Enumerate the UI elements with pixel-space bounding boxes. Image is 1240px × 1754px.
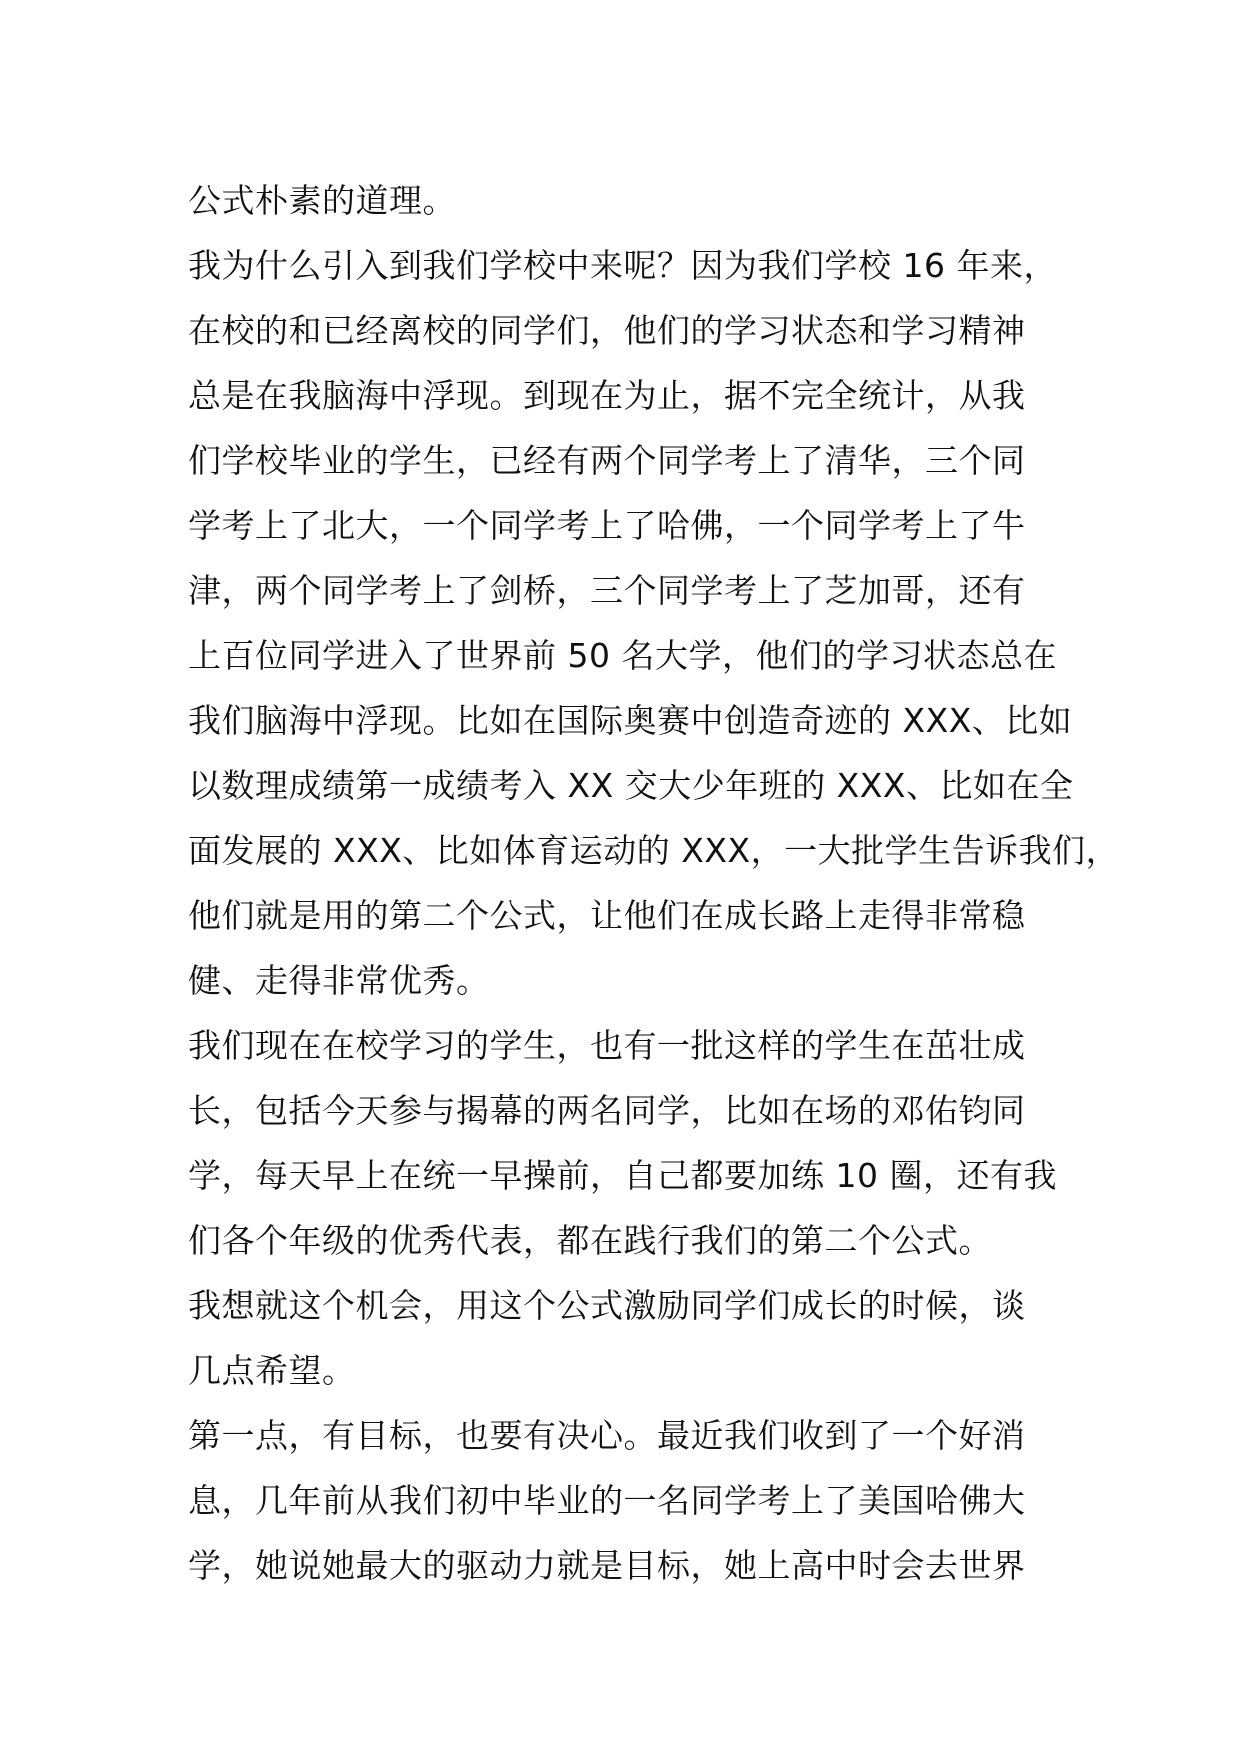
text-line: 津，两个同学考上了剑桥，三个同学考上了芝加哥，还有: [188, 571, 1026, 610]
text-line: 第一点，有目标，也要有决心。最近我们收到了一个好消: [188, 1416, 1026, 1455]
body-text: [188, 168, 1120, 1598]
text-line: 我们现在在校学习的学生，也有一批这样的学生在茁壮成: [188, 1026, 1026, 1065]
text-line: 学考上了北大，一个同学考上了哈佛，一个同学考上了牛: [188, 506, 1026, 545]
text-line: 总是在我脑海中浮现。到现在为止，据不完全统计，从我: [188, 376, 1026, 415]
text-line: 们学校毕业的学生，已经有两个同学考上了清华，三个同: [188, 441, 1026, 480]
text-line: 长，包括今天参与揭幕的两名同学，比如在场的邓佑钧同: [188, 1091, 1026, 1130]
text-line: 学，每天早上在统一早操前，自己都要加练 10 圈，还有我: [188, 1156, 1057, 1195]
text-line: 息，几年前从我们初中毕业的一名同学考上了美国哈佛大: [188, 1481, 1026, 1520]
text-line: 健、走得非常优秀。: [188, 961, 490, 1000]
text-line: 我想就这个机会，用这个公式激励同学们成长的时候，谈: [188, 1286, 1026, 1325]
text-line: 面发展的 XXX、比如体育运动的 XXX，一大批学生告诉我们，: [188, 831, 1120, 870]
text-line: 我为什么引入到我们学校中来呢？因为我们学校 16 年来，: [188, 246, 1057, 285]
text-line: 几点希望。: [188, 1351, 356, 1390]
text-line: 在校的和已经离校的同学们，他们的学习状态和学习精神: [188, 311, 1026, 350]
text-line: 上百位同学进入了世界前 50 名大学，他们的学习状态总在: [188, 636, 1057, 675]
text-line: 学，她说她最大的驱动力就是目标，她上高中时会去世界: [188, 1546, 1026, 1585]
text-line: 公式朴素的道理。: [188, 181, 456, 220]
text-line: 我们脑海中浮现。比如在国际奥赛中创造奇迹的 XXX、比如: [188, 701, 1073, 740]
text-line: 以数理成绩第一成绩考入 XX 交大少年班的 XXX、比如在全: [188, 766, 1074, 805]
text-line: 们各个年级的优秀代表，都在践行我们的第二个公式。: [188, 1221, 992, 1260]
text-line: 他们就是用的第二个公式，让他们在成长路上走得非常稳: [188, 896, 1026, 935]
